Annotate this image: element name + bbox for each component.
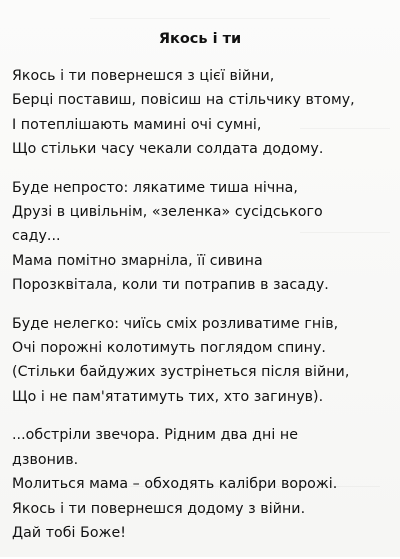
poem-line: Берці поставиш, повісиш на стільчику втому, <box>12 92 355 109</box>
poem-line: Мама помітно змарніла, її сивина <box>12 252 263 269</box>
poem-line: Дай тобі Боже! <box>12 524 126 541</box>
poem-line: І потеплішають мамині очі сумні, <box>12 116 262 133</box>
stanza-1 <box>12 64 396 162</box>
poem-line: Порозквітала, коли ти потрапив в засаду. <box>12 277 329 294</box>
poem-line: саду... <box>12 228 61 245</box>
poem-line: дзвонив. <box>12 451 79 468</box>
poem-line: Що і не пам'ятатимуть тих, хто загинув). <box>12 388 324 405</box>
show-through-line <box>90 18 330 19</box>
poem-line: Якось і ти повернешся з цієї війни, <box>12 68 275 84</box>
poem-line: Молиться мама – обходять калібри ворожі. <box>12 476 338 493</box>
poem-body <box>12 64 396 559</box>
poem-title: Якось і ти <box>158 31 242 47</box>
poem-line: Очі порожні колотимуть поглядом спину. <box>12 340 326 357</box>
poem-line: Буде нелегко: чиїсь сміх розливатиме гнів, <box>12 315 339 332</box>
stanza-3 <box>12 312 396 410</box>
poem-line: (Стільки байдужих зустрінеться після війни, <box>12 364 350 381</box>
poem-line: ...обстріли звечора. Рідним два дні не <box>12 427 299 444</box>
poem-line: Друзі в цивільнім, «зеленка» сусідського <box>12 204 323 221</box>
poem-line: Що стільки часу чекали солдата додому. <box>12 141 324 158</box>
stanza-2 <box>12 176 396 298</box>
poem-line: Буде непросто: лякатиме тиша нічна, <box>12 179 298 196</box>
poem-line: Якось і ти повернешся додому з війни. <box>12 500 306 517</box>
stanza-4 <box>12 423 396 545</box>
